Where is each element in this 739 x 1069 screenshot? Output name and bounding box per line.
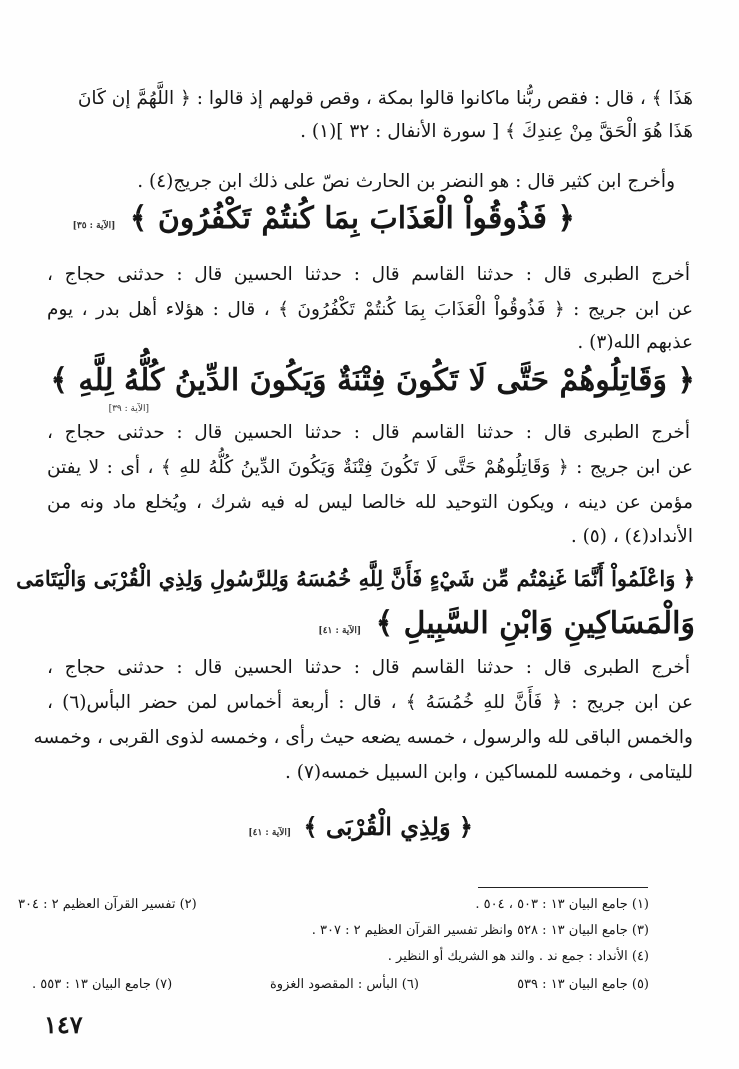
verse-text: ﴿ وَقَاتِلُوهُمْ حَتَّى لَا تَكُونَ فِتْنَةٌ وَيَكُونَ الدِّينُ كُلُّهُ لِلَّهِ ﴾ bbox=[50, 363, 695, 398]
verse-reference: [الآية : ٣٥] bbox=[72, 221, 116, 231]
verse-heading bbox=[16, 558, 695, 600]
verse-heading bbox=[248, 806, 473, 854]
text-line: أخرج الطبرى قال : حدثنا القاسم قال : حدثنا الحسين قال : حدثنى حجاج ، bbox=[47, 264, 690, 285]
footnote: (٥) جامع البيان ١٣ : ٥٣٩ bbox=[517, 977, 649, 992]
text-line: لليتامى ، وخمسه للمساكين ، وابن السبيل خمسه(٧) . bbox=[284, 762, 693, 783]
footnote: (١) جامع البيان ١٣ : ٥٠٣ ، ٥٠٤ . bbox=[475, 897, 649, 912]
page-number: ١٤٧ bbox=[44, 1010, 83, 1039]
verse-heading bbox=[318, 603, 695, 652]
footnote: (٦) البأس : المقصود الغزوة bbox=[270, 977, 419, 992]
text-line: وأخرج ابن كثير قال : هو النضر بن الحارث نصّ على ذلك ابن جريج(٤) . bbox=[137, 171, 675, 192]
footnote: (٤) الأنداد : جمع ند . والند هو الشريك أو النظير . bbox=[387, 949, 649, 964]
text-line: والخمس الباقى لله والرسول ، خمسه يضعه حيث رأى ، وخمسه لذوى القربى ، وخمسه bbox=[33, 727, 693, 748]
text-line: أخرج الطبرى قال : حدثنا القاسم قال : حدثنا الحسين قال : حدثنى حجاج ، bbox=[47, 422, 690, 443]
text-line: هَذَا ﴾ ، قال : فقص ربُّنا ماكانوا قالوا بمكة ، وقص قولهم إذ قالوا : ﴿ اللَّهُمَّ إن كَانَ bbox=[77, 88, 693, 109]
verse-heading bbox=[50, 360, 695, 402]
verse-reference: [الآية : ٣٩] bbox=[108, 404, 149, 414]
text-line: عن ابن جريج : ﴿ فَأَنَّ للهِ خُمُسَهُ ﴾ ، قال : أربعة أخماس لمن حضر البأس(٦) ، bbox=[47, 692, 694, 713]
footnote: (٣) جامع البيان ١٣ : ٥٢٨ وانظر تفسير القرآن العظيم ٢ : ٣٠٧ . bbox=[311, 923, 649, 938]
footnote: (٢) تفسير القرآن العظيم ٢ : ٣٠٤ bbox=[18, 897, 197, 912]
verse-reference: [الآية : ٤١] bbox=[318, 626, 362, 636]
verse-text: وَالْمَسَاكِينِ وَابْنِ السَّبِيلِ ﴾ bbox=[375, 606, 695, 641]
text-line: عذبهم الله(٣) . bbox=[577, 332, 693, 353]
footnote: (٧) جامع البيان ١٣ : ٥٥٣ . bbox=[32, 977, 173, 992]
text-line: أخرج الطبرى قال : حدثنا القاسم قال : حدثنا الحسين قال : حدثنى حجاج ، bbox=[47, 657, 690, 678]
text-line: عن ابن جريج : ﴿ فَذُوقُواْ الْعَذَابَ بِمَا كُنتُمْ تَكْفُرُونَ ﴾ ، قال : هؤلاء أهل بدر ، يوم bbox=[47, 299, 693, 320]
verse-text: ﴿ وَاعْلَمُواْ أَنَّمَا غَنِمْتُم مِّن شَيْءٍ فَأَنَّ لِلَّهِ خُمُسَهُ وَلِلرَّسُولِ وَلِذِي الْقُرْبَى وَالْيَتَامَى bbox=[16, 566, 695, 591]
verse-text: ﴿ فَذُوقُواْ الْعَذَابَ بِمَا كُنتُمْ تَكْفُرُونَ ﴾ bbox=[129, 201, 575, 236]
verse-reference: [الآية : ٤١] bbox=[248, 828, 292, 838]
verse-heading bbox=[73, 198, 575, 247]
text-line: هَذَا هُوَ الْحَقَّ مِنْ عِندِكَ ﴾ [ سورة الأنفال : ٣٢ ](١) . bbox=[300, 121, 693, 142]
footnote-divider bbox=[478, 887, 648, 888]
text-line: عن ابن جريج : ﴿ وَقَاتِلُوهُمْ حَتَّى لَا تَكُونَ فِتْنَةٌ وَيَكُونَ الدِّينُ كُلُّهُ للهِ ﴾ ، أى : لا يفتن bbox=[47, 457, 693, 478]
verse-text: ﴿ وَلِذِي الْقُرْبَى ﴾ bbox=[303, 812, 473, 841]
text-line: مؤمن عن دينه ، ويكون التوحيد لله خالصا ليس له فيه شرك ، ويُخلع ماد ونه من bbox=[47, 492, 693, 513]
text-line: الأنداد(٤) ، (٥) . bbox=[570, 526, 693, 547]
